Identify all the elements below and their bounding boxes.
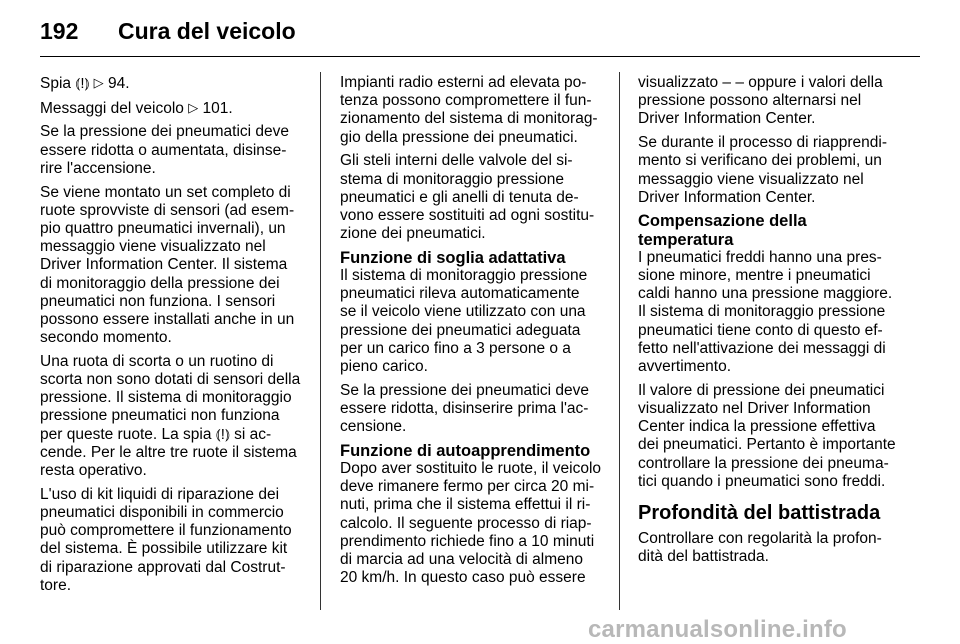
column-divider — [320, 72, 321, 610]
tire-pressure-warning-icon: ⦅!⦆ — [215, 425, 230, 443]
page-number: 192 — [40, 18, 79, 44]
paragraph: Una ruota di scorta o un ruotino di scorta non sono dotati di sensori della pressione. Il sistema di monitoraggio pressione pneumatici non funziona per queste ruote. La spia ⦅!⦆ si ac- cende. Per le altre tre ruote il sistema resta operativo. — [40, 352, 301, 480]
paragraph: visualizzato – – oppure i valori della pressione possono alternarsi nel Driver Information Center. — [638, 74, 883, 128]
paragraph: Il valore di pressione dei pneumatici visualizzato nel Driver Information Center indica la pressione effettiva dei pneumatici. Pertanto è importante controllare la pressione dei pneuma- tici quando i pneumatici sono freddi. — [638, 381, 896, 490]
column-1 — [40, 74, 315, 600]
section-heading-temperature-compensation: Compensazione della temperatura — [638, 212, 807, 249]
paragraph: Impianti radio esterni ad elevata po- tenza possono compromettere il fun- zionamento del sistema di monitorag- gio della pressione dei pneumatici. — [340, 74, 598, 146]
reference-arrow-icon: ▷ — [93, 75, 104, 90]
paragraph-messaggi: Messaggi del veicolo ▷ 101. — [40, 99, 233, 117]
paragraph: Se la pressione dei pneumatici deve essere ridotta o aumentata, disinse- rire l'accensione. — [40, 123, 290, 177]
paragraph: Se la pressione dei pneumatici deve essere ridotta, disinserire prima l'ac- censione. — [340, 381, 590, 436]
paragraph: Il sistema di monitoraggio pressione pneumatici rileva automaticamente se il veicolo viene utilizzato con una pressione dei pneumatici adeguata per un carico fino a 3 persone o a pieno carico. — [340, 267, 588, 376]
paragraph: Se durante il processo di riapprendi- mento si verificano dei problemi, un messaggio viene visualizzato nel Driver Information Center. — [638, 134, 887, 206]
paragraph: Dopo aver sostituito le ruote, il veicolo deve rimanere fermo per circa 20 mi- nuti, prima che il sistema effettui il ri- calcolo. Il seguente processo di riap- prendimento richiede fino a 10 minuti di marcia ad una velocità di almeno 20 km/h. In questo caso può essere — [340, 460, 602, 587]
page-title: Cura del veicolo — [118, 18, 296, 44]
paragraph: Controllare con regolarità la profon- dità del battistrada. — [638, 529, 882, 566]
section-heading-adaptive-threshold: Funzione di soglia adattativa — [340, 248, 566, 267]
page-header — [40, 16, 920, 57]
paragraph: Gli steli interni delle valvole del si- stema di monitoraggio pressione pneumatici e gli anelli di tenuta de- vono essere sostituiti ad ogni sostitu- zione dei pneumatici. — [340, 152, 595, 243]
paragraph: L'uso di kit liquidi di riparazione dei pneumatici disponibili in commercio può compromettere il funzionamento del sistema. È possibile utilizzare kit di riparazione approvati dal Costrut- tore. — [40, 485, 292, 594]
column-2 — [340, 74, 616, 593]
tire-pressure-warning-icon: ⦅!⦆ — [75, 75, 90, 92]
section-heading-self-learning: Funzione di autoapprendimento — [340, 441, 591, 460]
section-heading-tread-depth: Profondità del battistrada — [638, 501, 881, 524]
column-3 — [638, 74, 924, 572]
paragraph-spia: Spia ⦅!⦆ ▷ 94. — [40, 75, 130, 92]
page-reference-link[interactable]: 94. — [107, 75, 130, 92]
page-reference-link[interactable]: 101. — [202, 99, 233, 117]
watermark: carmanualsonline.info — [588, 616, 847, 643]
paragraph: I pneumatici freddi hanno una pres- sione minore, mentre i pneumatici caldi hanno una pressione maggiore. Il sistema di monitoraggio pressione pneumatici tiene conto di questo ef- fetto nell'attivazione dei messaggi di avvertimento. — [638, 248, 893, 376]
paragraph: Se viene montato un set completo di ruote sprovviste di sensori (ad esem- pio quattro pneumatici invernali), un messaggio viene visualizzato nel Driver Information Center. Il sistema di monitoraggio della pressione dei pneumatici non funziona. I sensori possono essere installati anche in un secondo momento. — [40, 183, 295, 347]
column-divider — [619, 72, 620, 610]
reference-arrow-icon: ▷ — [188, 99, 199, 115]
